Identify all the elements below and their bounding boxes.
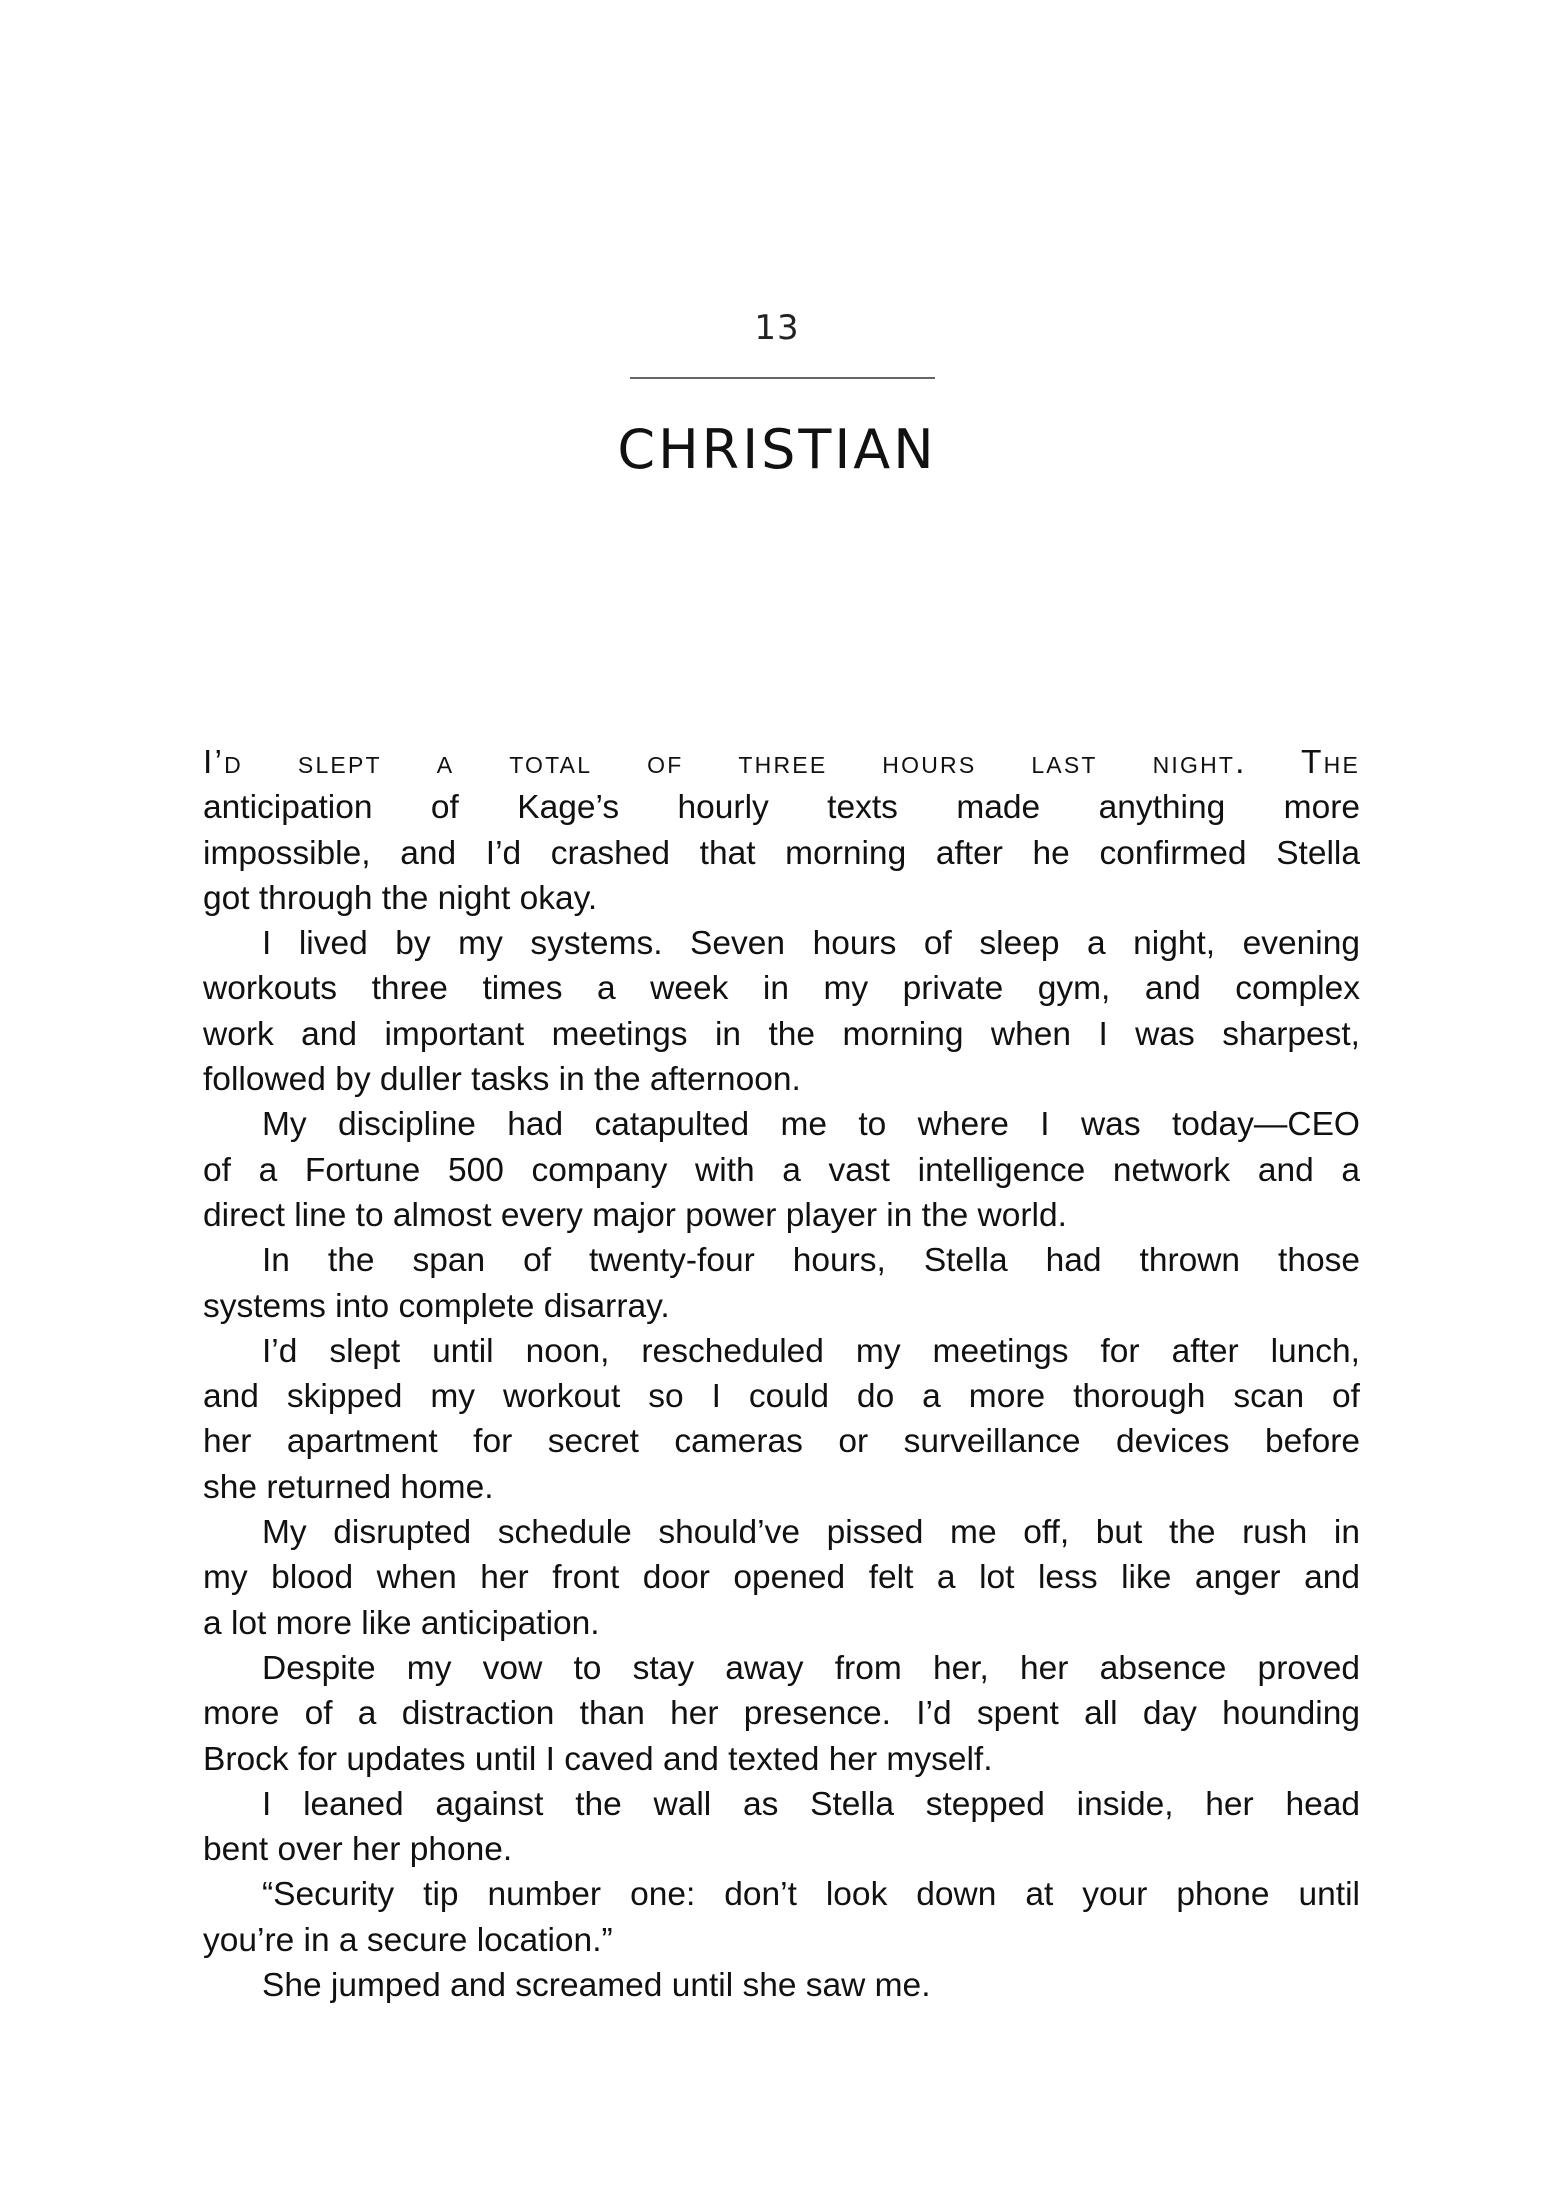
text-line: direct line to almost every major power player in the world. bbox=[203, 1196, 1067, 1234]
paragraph bbox=[203, 1872, 1360, 1963]
chapter-number: 13 bbox=[754, 308, 800, 348]
text-line: her apartment for secret cameras or surveillance devices before bbox=[203, 1423, 1360, 1461]
text-line: got through the night okay. bbox=[203, 879, 598, 917]
text-line: I’d slept a total of three hours last night. The bbox=[203, 744, 1360, 781]
text-line: you’re in a secure location.” bbox=[203, 1921, 613, 1959]
text-line: systems into complete disarray. bbox=[203, 1287, 670, 1325]
text-line: my blood when her front door opened felt a lot less like anger and bbox=[203, 1559, 1360, 1597]
text-line: I lived by my systems. Seven hours of sleep a night, evening bbox=[262, 925, 1360, 963]
text-line: more of a distraction than her presence. I’d spent all day hounding bbox=[203, 1695, 1360, 1733]
text-line: In the span of twenty-four hours, Stella had thrown those bbox=[262, 1242, 1360, 1280]
text-line: Brock for updates until I caved and texted her myself. bbox=[203, 1740, 993, 1778]
text-line: a lot more like anticipation. bbox=[203, 1604, 600, 1642]
text-line: I’d slept until noon, rescheduled my meetings for after lunch, bbox=[262, 1332, 1360, 1370]
paragraph bbox=[203, 1510, 1360, 1646]
text-line: she returned home. bbox=[203, 1468, 494, 1506]
paragraph bbox=[203, 1238, 1360, 1329]
text-line: followed by duller tasks in the afternoon. bbox=[203, 1061, 801, 1099]
text-line: My disrupted schedule should’ve pissed me off, but the rush in bbox=[262, 1514, 1360, 1552]
text-line: My discipline had catapulted me to where I was today—CEO bbox=[262, 1106, 1360, 1144]
text-line: impossible, and I’d crashed that morning after he confirmed Stella bbox=[203, 834, 1360, 872]
paragraph bbox=[203, 1646, 1360, 1782]
text-line: and skipped my workout so I could do a more thorough scan of bbox=[203, 1378, 1360, 1416]
paragraph bbox=[203, 1102, 1360, 1238]
text-line: anticipation of Kage’s hourly texts made anything more bbox=[203, 789, 1360, 827]
paragraph bbox=[203, 1329, 1360, 1510]
chapter-body bbox=[203, 740, 1360, 2008]
text-line: workouts three times a week in my private gym, and complex bbox=[203, 970, 1360, 1008]
text-line: work and important meetings in the morning when I was sharpest, bbox=[203, 1015, 1360, 1053]
text-line: Despite my vow to stay away from her, her absence proved bbox=[262, 1649, 1360, 1687]
paragraph bbox=[203, 921, 1360, 1102]
paragraph bbox=[203, 1963, 1360, 2008]
text-line: I leaned against the wall as Stella stepped inside, her head bbox=[262, 1785, 1360, 1823]
text-line: “Security tip number one: don’t look down at your phone until bbox=[262, 1876, 1360, 1914]
text-line: of a Fortune 500 company with a vast intelligence network and a bbox=[203, 1151, 1360, 1189]
text-line: bent over her phone. bbox=[203, 1831, 513, 1869]
chapter-divider bbox=[630, 377, 935, 379]
paragraph bbox=[203, 740, 1360, 921]
chapter-title: CHRISTIAN bbox=[617, 418, 937, 481]
paragraph bbox=[203, 1782, 1360, 1873]
text-line: She jumped and screamed until she saw me. bbox=[262, 1967, 931, 2005]
